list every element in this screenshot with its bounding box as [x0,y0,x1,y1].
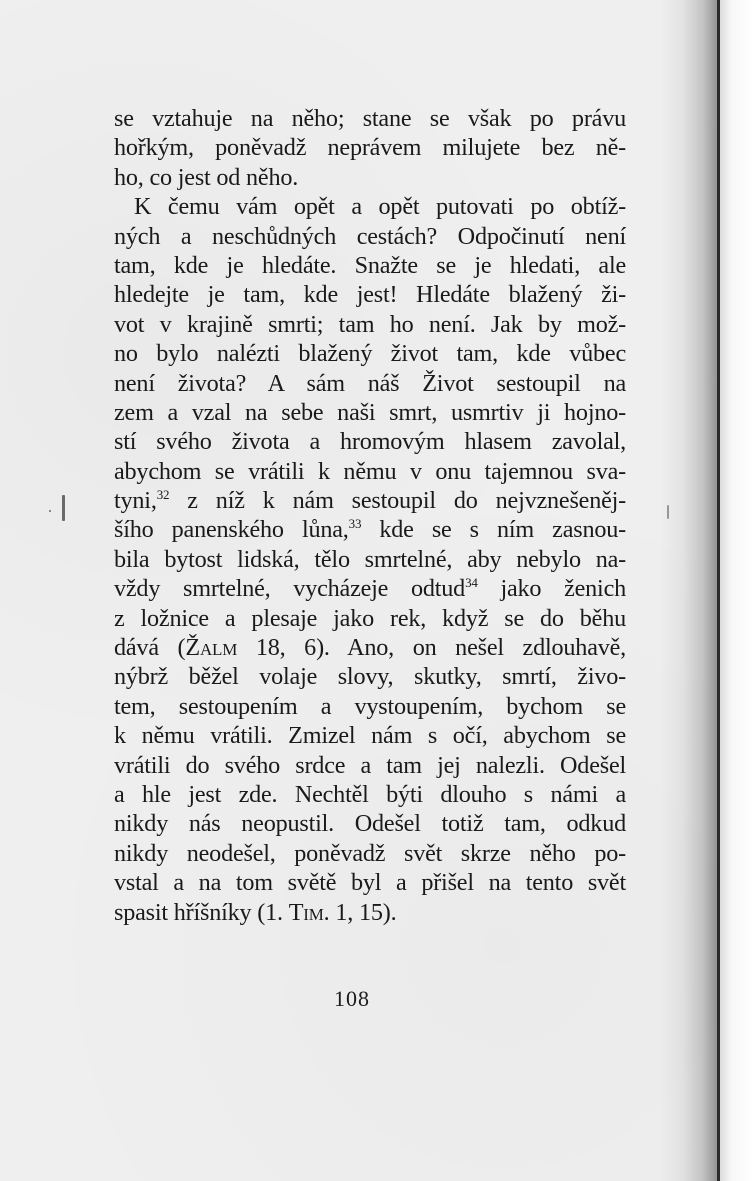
text-line: nýbrž běžel volaje slovy, skutky, smrtí, živo- [114,663,626,691]
text-line: bila bytost lidská, tělo smrtelné, aby nebylo na- [114,545,626,573]
text-line [114,898,626,927]
text-segment: 18, 6). Ano, on nešel zdlouhavě, [237,634,626,662]
text-line: tem, sestoupením a vystoupením, bychom se [114,692,626,720]
text-line: stí svého života a hromovým hlasem zavolal, [114,428,626,456]
text-line: není života? A sám náš Život sestoupil na [114,369,626,397]
binding-shadow [660,0,717,1181]
text-line: hledejte je tam, kde jest! Hledáte blažený ži- [114,281,626,309]
text-line: no bylo nalézti blažený život tam, kde vůbec [114,340,626,368]
text-segment: vždy smrtelné, vycházeje odtud [114,575,466,603]
text-line [114,486,626,515]
text-line: vstal a na tom světě byl a přišel na tento svět [114,869,626,897]
text-line: k němu vrátili. Zmizel nám s očí, abychom se [114,722,626,750]
body-text [114,104,626,927]
text-segment: spasit hříšníky (1. [114,898,289,926]
text-segment: z níž k nám sestoupil do nejvznešeněj- [169,487,626,515]
page-number: 108 [334,986,370,1011]
paragraph-start-line: K čemu vám opět a opět putovati po obtíž- [134,193,626,221]
scan-margin [720,0,753,1181]
text-segment: šího panenského lůna, [114,516,349,544]
scripture-reference: Žalm [185,634,238,662]
text-line: ho, co jest od něho. [114,163,299,191]
text-line: abychom se vrátili k němu v onu tajemnou sva- [114,457,626,485]
text-line: se vztahuje na něho; stane se však po právu [114,105,626,132]
text-line: tam, kde je hledáte. Snažte se je hledati, ale [114,251,626,279]
text-line: a hle jest zde. Nechtěl býti dlouho s námi a [114,780,626,808]
text-line [114,515,626,544]
text-line: nikdy neodešel, poněvadž svět skrze něho po- [114,839,626,867]
text-line: zem a vzal na sebe naši smrt, usmrtiv ji hojno- [114,398,626,426]
text-line: z ložnice a plesaje jako rek, když se do běhu [114,604,626,632]
text-line: nikdy nás neopustil. Odešel totiž tam, odkud [114,810,626,838]
text-line [114,574,626,603]
footnote-ref-34: 34 [465,575,478,591]
text-line: vrátili do svého srdce a tam jej nalezli. Odešel [114,751,626,779]
footnote-ref-32: 32 [156,487,170,503]
text-segment: kde se s ním zasnou- [361,516,626,544]
text-line [114,633,626,662]
text-segment: jako ženich [477,575,627,603]
text-segment: dává ( [114,634,186,662]
text-line: ných a neschůdných cestách? Odpočinutí není [114,222,626,250]
text-line: vot v krajině smrti; tam ho není. Jak by mož- [114,310,626,338]
paper-mark [62,495,65,521]
paper-mark [49,510,51,512]
scripture-reference: Tim. [288,898,330,926]
text-segment: 1, 15). [329,898,397,926]
footnote-ref-33: 33 [348,516,362,532]
text-line: hořkým, poněvadž neprávem milujete bez ně- [114,134,626,162]
text-segment: tyni, [114,487,157,515]
